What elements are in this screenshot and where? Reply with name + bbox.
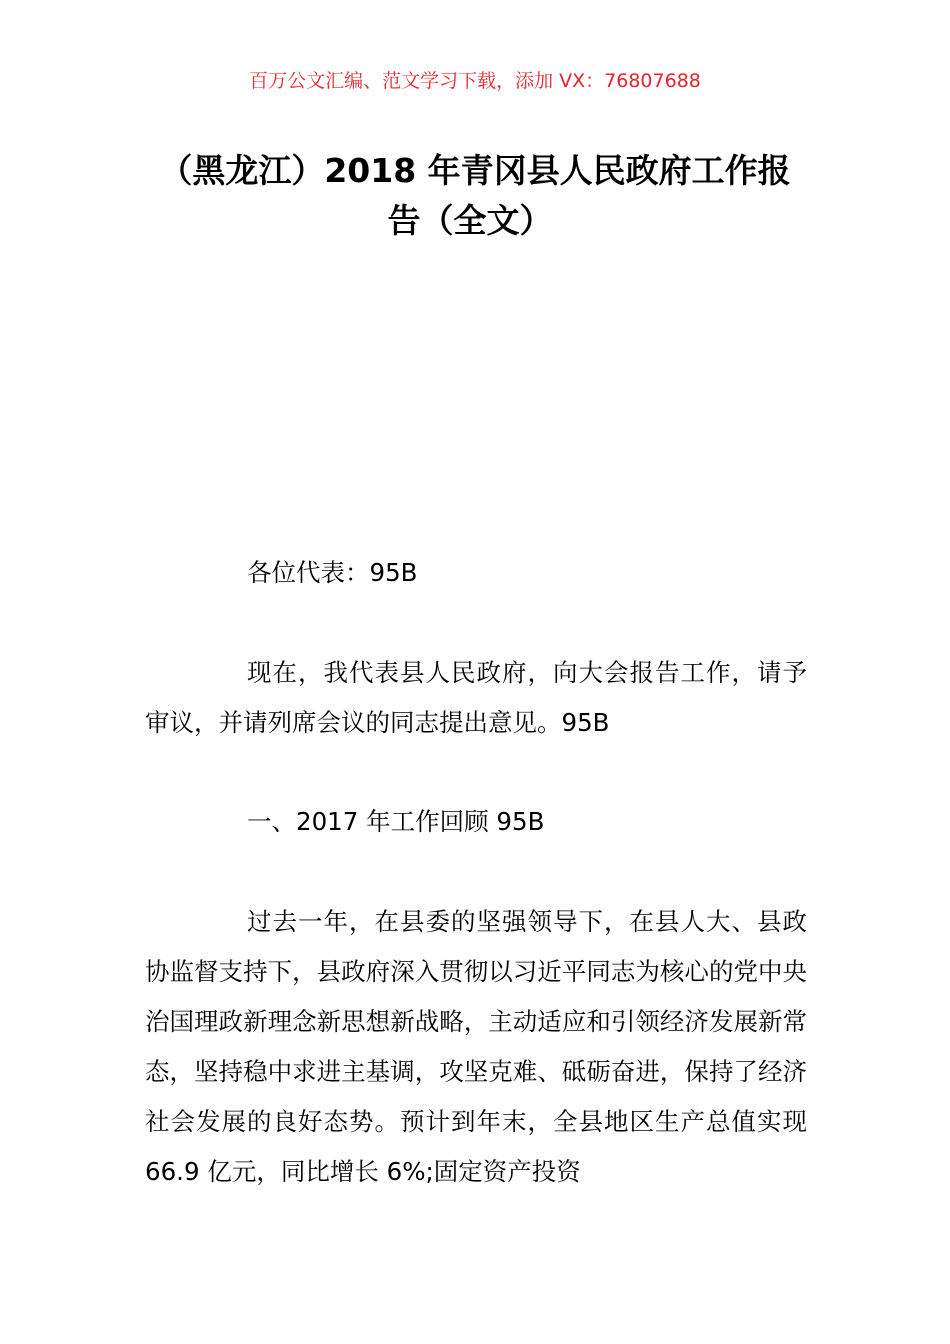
- intro-paragraph: [145, 648, 807, 748]
- title-line-2: 告（全文）: [387, 201, 553, 240]
- title-line-1: （黑龙江）2018 年青冈县人民政府工作报: [159, 151, 791, 190]
- salutation-paragraph: [145, 548, 807, 598]
- paragraph-text: 各位代表：95B: [247, 558, 418, 587]
- section-heading: [145, 797, 807, 847]
- header-note: 百万公文汇编、范文学习下载，添加 VX：76807688: [249, 70, 701, 92]
- paragraph-text: 过去一年，在县委的坚强领导下，在县人大、县政协监督支持下，县政府深入贯彻以习近平同志为核心的党中央治国理政新理念新思想新战略，主动适应和引领经济发展新常态，坚持稳中求进主基调，攻坚克难、砥砺奋进，保持了经济社会发展的良好态势。预计到年末，全县地区生产总值实现 66.9 亿元，同比增长 6%;固定资产投资: [145, 907, 807, 1186]
- paragraph-text: 现在，我代表县人民政府，向大会报告工作，请予审议，并请列席会议的同志提出意见。95B: [145, 658, 807, 737]
- document-title: [0, 146, 950, 246]
- review-paragraph: [145, 897, 807, 1197]
- paragraph-text: 一、2017 年工作回顾 95B: [247, 807, 545, 836]
